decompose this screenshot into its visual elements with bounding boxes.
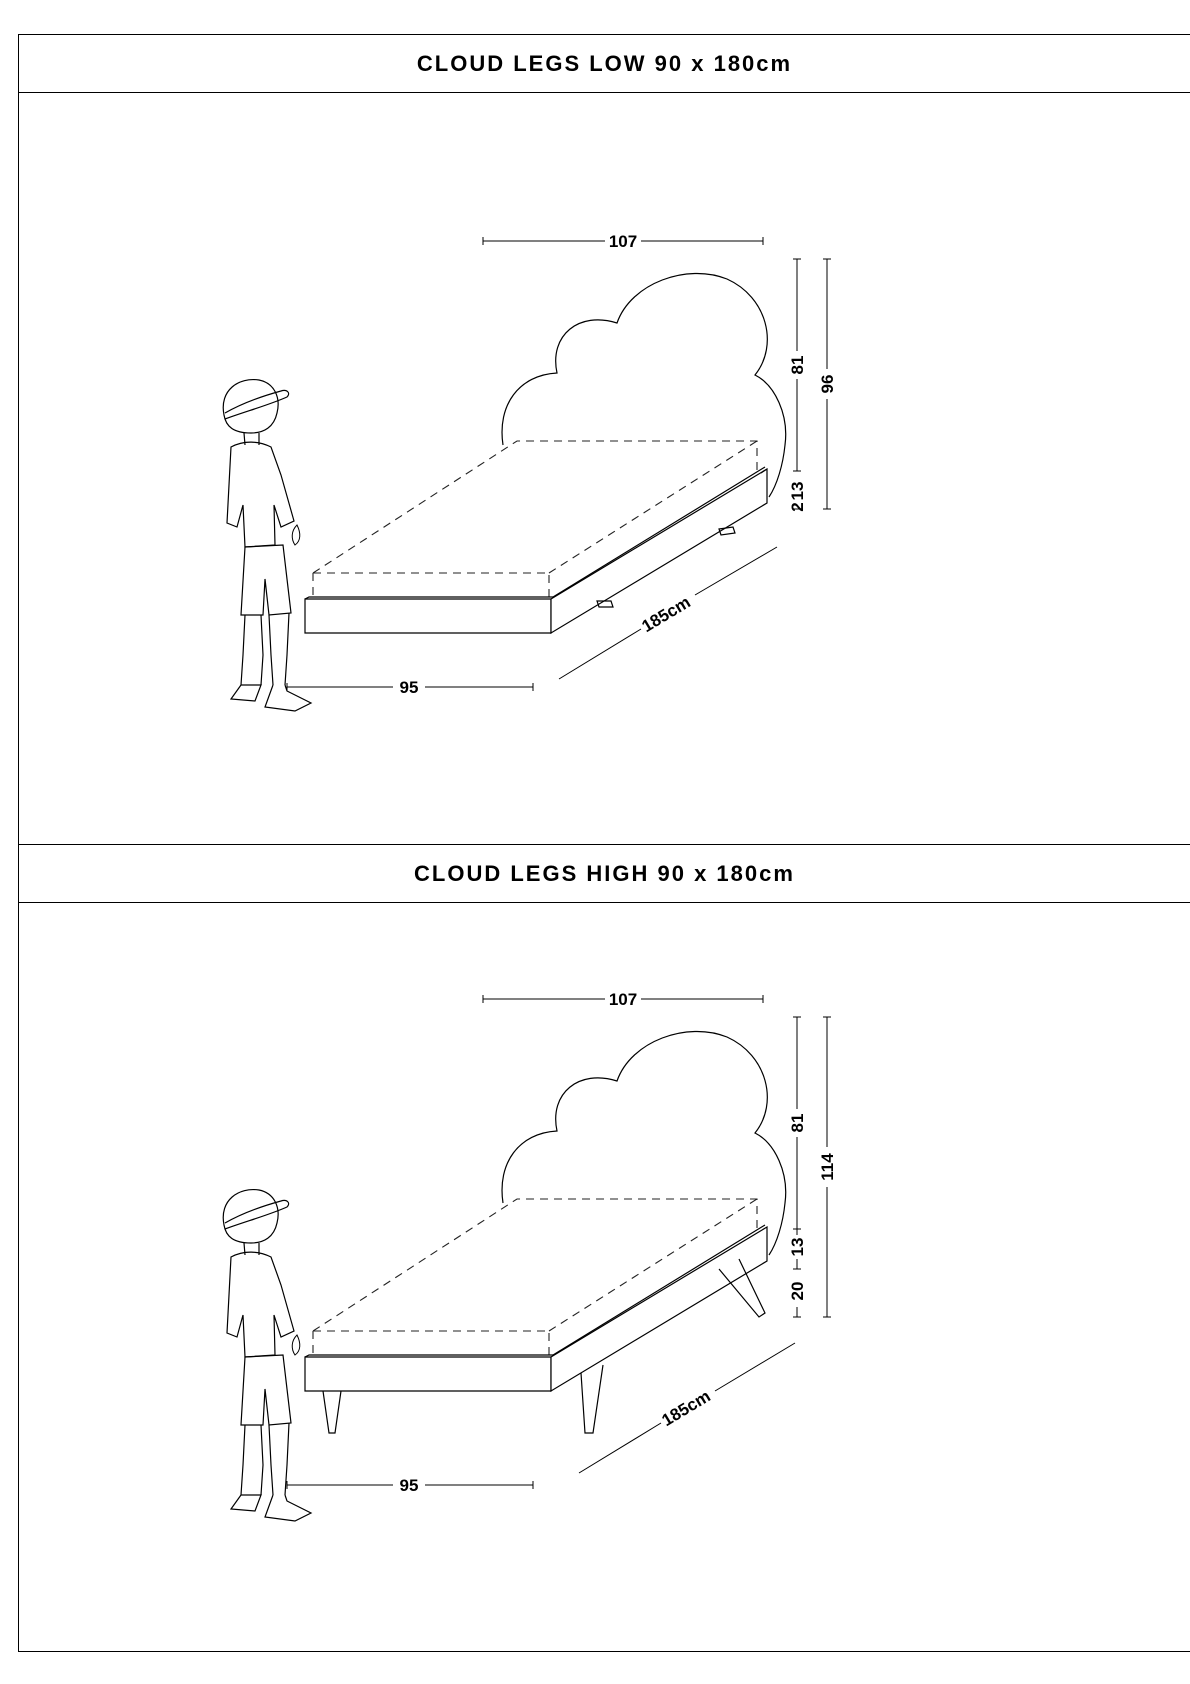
dim-width-label: 95 (399, 678, 419, 697)
dim-length (559, 547, 777, 679)
dim-vertical-inner (788, 259, 807, 512)
bed-frame (305, 467, 767, 633)
cloud-headboard (502, 273, 786, 497)
section-legs-low (19, 35, 1190, 845)
dim-frame-height-label: 13 (788, 1237, 807, 1257)
dim-total-height-label: 114 (818, 1153, 837, 1181)
dim-width (287, 678, 533, 697)
dim-total-height (818, 259, 837, 509)
dim-total-height (818, 1017, 837, 1317)
dim-headboard-height-label: 81 (788, 1113, 807, 1133)
dim-length (579, 1343, 795, 1473)
dim-headboard-width-label: 107 (608, 990, 638, 1009)
section-legs-high (19, 845, 1190, 1653)
section-title: CLOUD LEGS HIGH 90 x 180cm (414, 860, 795, 886)
child-figure (223, 380, 311, 711)
dim-vertical-inner (788, 1017, 807, 1317)
dim-length-label: 185cm (658, 1386, 714, 1431)
dim-frame-height-label: 13 (788, 481, 807, 501)
dim-headboard-width (483, 232, 763, 251)
bed-drawing-high (19, 845, 1190, 1653)
cloud-headboard (502, 1031, 786, 1255)
section-title: CLOUD LEGS LOW 90 x 180cm (416, 50, 793, 76)
dim-width-label: 95 (399, 1476, 419, 1495)
dim-leg-height-label: 2 (788, 502, 807, 512)
dim-total-height-label: 96 (818, 374, 837, 394)
bed-drawing-low (19, 35, 1190, 845)
dim-headboard-width-label: 107 (608, 232, 638, 251)
dim-length-label: 185cm (638, 592, 694, 637)
dim-leg-height-label: 20 (788, 1281, 807, 1301)
dim-headboard-height-label: 81 (788, 355, 807, 375)
drawing-sheet (18, 34, 1190, 1652)
child-figure (223, 1190, 311, 1521)
dim-width (287, 1476, 533, 1495)
dim-headboard-width (483, 990, 763, 1009)
